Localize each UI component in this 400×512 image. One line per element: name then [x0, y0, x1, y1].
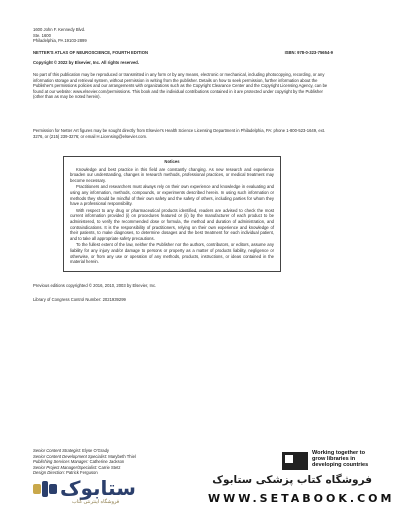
- notice-paragraph: Knowledge and best practice in this field are constantly changing. As new research and experience broaden our understanding, changes in research methods, professional practices, or medical treatment may become necessary.: [70, 166, 274, 183]
- book-title: NETTER'S ATLAS OF NEUROSCIENCE, FOURTH EDITION: [33, 50, 148, 55]
- isbn: ISBN: 978-0-323-75654-9: [284, 50, 333, 55]
- credit-role: Senior Project Manager/Specialist:: [33, 464, 98, 470]
- notice-paragraph: To the fullest extent of the law, neither the Publisher nor the authors, contributors, or editors, assume any liability for any injury and/or damage to persons or property as a matter of products liability, negligence or otherwise, or from any use or operation of any methods, products, instructions, or ideas contained in the material herein.: [70, 242, 274, 265]
- copyright-notice: Copyright © 2022 by Elsevier, Inc. All rights reserved.: [33, 60, 140, 65]
- notice-paragraph: Practitioners and researchers must always rely on their own experience and knowledge in evaluating and using any information, methods, compounds, or experiments described herein. In using such information or methods they should be mindful of their own safety and the safety of others, including parties for whom they have a professional responsibility.: [70, 184, 274, 207]
- credit-name: Elyse O'Grady: [82, 448, 109, 453]
- permission-paragraph: Permission for Netter Art figures may be sought directly from Elsevier's Health Science Licensing Department in Philadelphia, PA: phone 1-800-523-1649, ext. 3276, or (215) 239-3276; or email H.Licensing@elsevier.com.: [33, 128, 326, 139]
- book-aid-icon: [282, 452, 308, 470]
- credit-role: Senior Content Strategist:: [33, 448, 81, 453]
- notices-title: Notices: [164, 159, 180, 164]
- credits-list: [33, 448, 136, 476]
- credit-name: Patrick Ferguson: [66, 470, 98, 476]
- setabook-mark-icon: [32, 478, 58, 500]
- credit-role: Publishing Services Manager:: [33, 459, 89, 465]
- publisher-address: [33, 27, 233, 44]
- working-together-text: Working together to grow libraries in developing countries: [312, 450, 369, 468]
- setabook-tagline: فروشگاه اینترنتی کتاب: [72, 499, 120, 505]
- watermark-persian-text: فروشگاه کتاب پزشکی ستابوک: [212, 474, 372, 486]
- notices-box: [63, 156, 281, 272]
- credit-name: Carrie Stetz: [98, 464, 121, 470]
- legal-paragraph: No part of this publication may be reproduced or transmitted in any form or by any means, electronic or mechanical, including photocopying, recording, or any information storage and retrieval system, without permission in writing from the publisher. Details on how to seek permission, further information about the Publisher's permissions policies and our arrangements with organizations such as the Copyright Clearance Center and the Copyright Licensing Agency, can be found at our website: www.elsevier.com/permissions. This book and the individual contributions contained in it are protected under copyright by the Publisher (other than as may be noted herein).: [33, 72, 328, 100]
- setabook-brand: ستابوک: [60, 476, 136, 500]
- previous-editions: Previous editions copyrighted © 2016, 2010, 2003 by Elsevier, Inc.: [33, 283, 157, 288]
- credit-role: Design Direction:: [33, 470, 65, 476]
- library-of-congress: Library of Congress Control Number: 2021939299: [33, 297, 126, 302]
- credit-name: Marybeth Thiel: [108, 453, 136, 459]
- credit-role: Senior Content Development Specialist:: [33, 453, 108, 459]
- watermark-url: WWW.SETABOOK.COM: [208, 492, 395, 505]
- working-together-logo: [282, 450, 372, 472]
- address-line: 1600 John F. Kennedy Blvd.: [33, 27, 86, 32]
- notice-paragraph: With respect to any drug or pharmaceutical products identified, readers are advised to check the most current information provided (i) on procedures featured or (ii) by the manufacturer of each product to be administered, to verify the recommended dose or formula, the method and duration of administration, and contraindications. It is the responsibility of practitioners, relying on their own experience and knowledge of their patients, to make diagnoses, to determine dosages and the best treatment for each individual patient, and to take all appropriate safety precautions.: [70, 207, 274, 241]
- address-line: Philadelphia, PA 19103-2899: [33, 38, 87, 44]
- credit-name: Catherine Jackson: [89, 459, 125, 465]
- title-line: [33, 50, 333, 56]
- address-line: Ste. 1600: [33, 32, 51, 38]
- setabook-logo: [32, 474, 136, 508]
